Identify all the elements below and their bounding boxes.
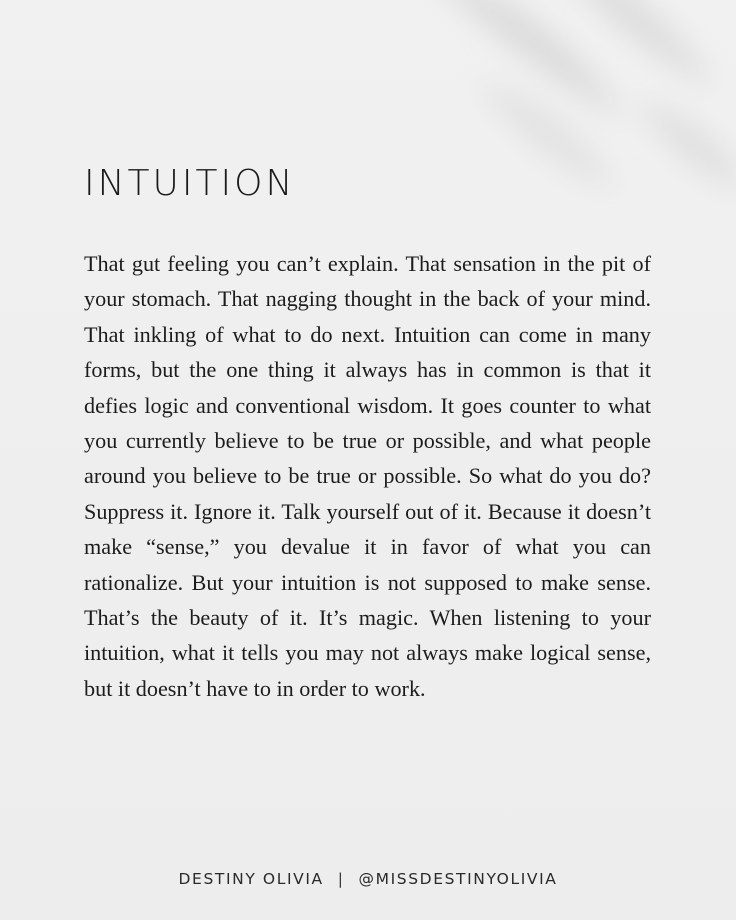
page-title: INTUITION bbox=[84, 163, 296, 204]
social-handle: @MISSDESTINYOLIVIA bbox=[358, 870, 558, 888]
author-name: DESTINY OLIVIA bbox=[178, 870, 324, 888]
leaf-shadow-decoration bbox=[386, 0, 736, 230]
footer-credit bbox=[0, 872, 736, 888]
body-paragraph: That gut feeling you can’t explain. That sensation in the pit of your stomach. That nagging thought in the back of your mind. That inkling of what to do next. Intuition can come in many forms, but the one thing it always has in common is that it defies logic and conventional wisdom. It goes counter to what you currently believe to be true or possible, and what people around you believe to be true or possible. So what do you do? Suppress it. Ignore it. Talk yourself out of it. Because it doesn’t make “sense,” you devalue it in favor of what you can rationalize. But your intuition is not supposed to make sense. That’s the beauty of it. It’s magic. When listening to your intuition, what it tells you may not always make logical sense, but it doesn’t have to in order to work. bbox=[84, 251, 651, 701]
footer-separator: | bbox=[337, 870, 345, 888]
